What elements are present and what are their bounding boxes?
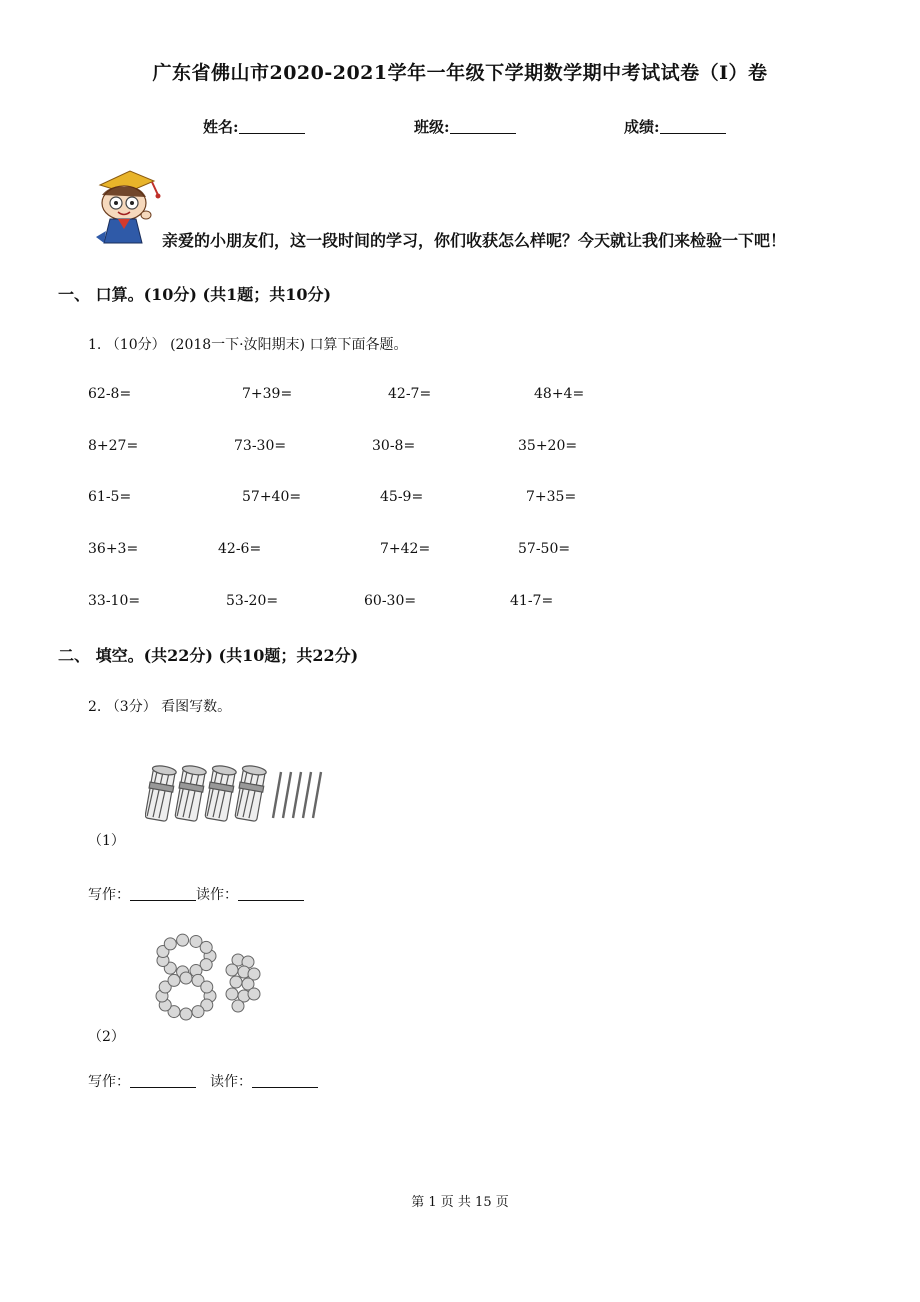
calc-item: 30-8= (372, 438, 416, 454)
calc-item: 53-20= (226, 593, 279, 609)
score-blank[interactable] (660, 119, 726, 134)
stick-bundle (235, 764, 267, 821)
bead-figure (148, 932, 268, 1026)
part-1-label: （1） (88, 833, 125, 849)
name-label: 姓名: (203, 118, 239, 136)
bead (168, 974, 180, 986)
calc-item: 36+3= (88, 541, 139, 557)
mascot-icon (90, 165, 168, 247)
calc-item: 7+42= (380, 541, 431, 557)
calc-item: 8+27= (88, 438, 139, 454)
calc-item: 60-30= (364, 593, 417, 609)
single-stick (303, 772, 311, 818)
calc-item: 61-5= (88, 489, 132, 505)
calc-item: 48+4= (534, 386, 585, 402)
class-label: 班级: (414, 118, 450, 136)
stick-bundle (205, 764, 237, 821)
name-blank[interactable] (239, 119, 305, 134)
page-title: 广东省佛山市2020-2021学年一年级下学期数学期中考试试卷（I）卷 (152, 62, 768, 84)
single-stick (283, 772, 291, 818)
section-1-heading: 一、 口算。(10分) (共1题；共10分) (58, 285, 332, 304)
read-label: 读作： (210, 1074, 252, 1090)
calc-item: 7+39= (242, 386, 293, 402)
bead (164, 938, 176, 950)
write-label: 写作： (88, 1074, 130, 1090)
bead (180, 1008, 192, 1020)
greeting-text: 亲爱的小朋友们，这一段时间的学习，你们收获怎么样呢？今天就让我们来检验一下吧！ (162, 231, 787, 250)
bead (177, 934, 189, 946)
calc-item: 57-50= (518, 541, 571, 557)
single-stick (273, 772, 281, 818)
calc-item: 41-7= (510, 593, 554, 609)
part-1-answer-line (88, 884, 304, 904)
bead (232, 1000, 244, 1012)
section-2-heading: 二、 填空。(共22分) (共10题；共22分) (58, 646, 359, 665)
calc-item: 7+35= (526, 489, 577, 505)
calc-item: 73-30= (234, 438, 287, 454)
write-label: 写作： (88, 887, 130, 903)
part-2-label: （2） (88, 1029, 125, 1045)
part-2-answer-line (88, 1071, 318, 1091)
class-field (414, 116, 516, 137)
score-label: 成绩: (624, 118, 660, 136)
bead (248, 988, 260, 1000)
class-blank[interactable] (450, 119, 516, 134)
single-stick (313, 772, 321, 818)
name-field (203, 116, 305, 137)
calc-item: 33-10= (88, 593, 141, 609)
calc-item: 45-9= (380, 489, 424, 505)
calc-item: 42-7= (388, 386, 432, 402)
write-blank[interactable] (130, 1073, 196, 1088)
bead (226, 988, 238, 1000)
calc-item: 62-8= (88, 386, 132, 402)
stick-bundles-figure (145, 762, 335, 824)
stick-bundle (175, 764, 207, 821)
single-stick (293, 772, 301, 818)
read-blank[interactable] (238, 886, 304, 901)
bead (226, 964, 238, 976)
question-2-text: 2. （3分） 看图写数。 (88, 699, 232, 715)
read-label: 读作： (196, 887, 238, 903)
write-blank[interactable] (130, 886, 196, 901)
calc-item: 35+20= (518, 438, 578, 454)
page-footer: 第 1 页 共 15 页 (411, 1195, 509, 1210)
score-field (624, 116, 726, 137)
calc-item: 57+40= (242, 489, 302, 505)
bead (180, 972, 192, 984)
bead (201, 981, 213, 993)
bead (192, 1006, 204, 1018)
stick-bundle (145, 764, 177, 821)
bead (230, 976, 242, 988)
read-blank[interactable] (252, 1073, 318, 1088)
calc-item: 42-6= (218, 541, 262, 557)
question-1-text: 1. （10分） (2018一下·汝阳期末) 口算下面各题。 (88, 337, 408, 353)
bead (200, 941, 212, 953)
